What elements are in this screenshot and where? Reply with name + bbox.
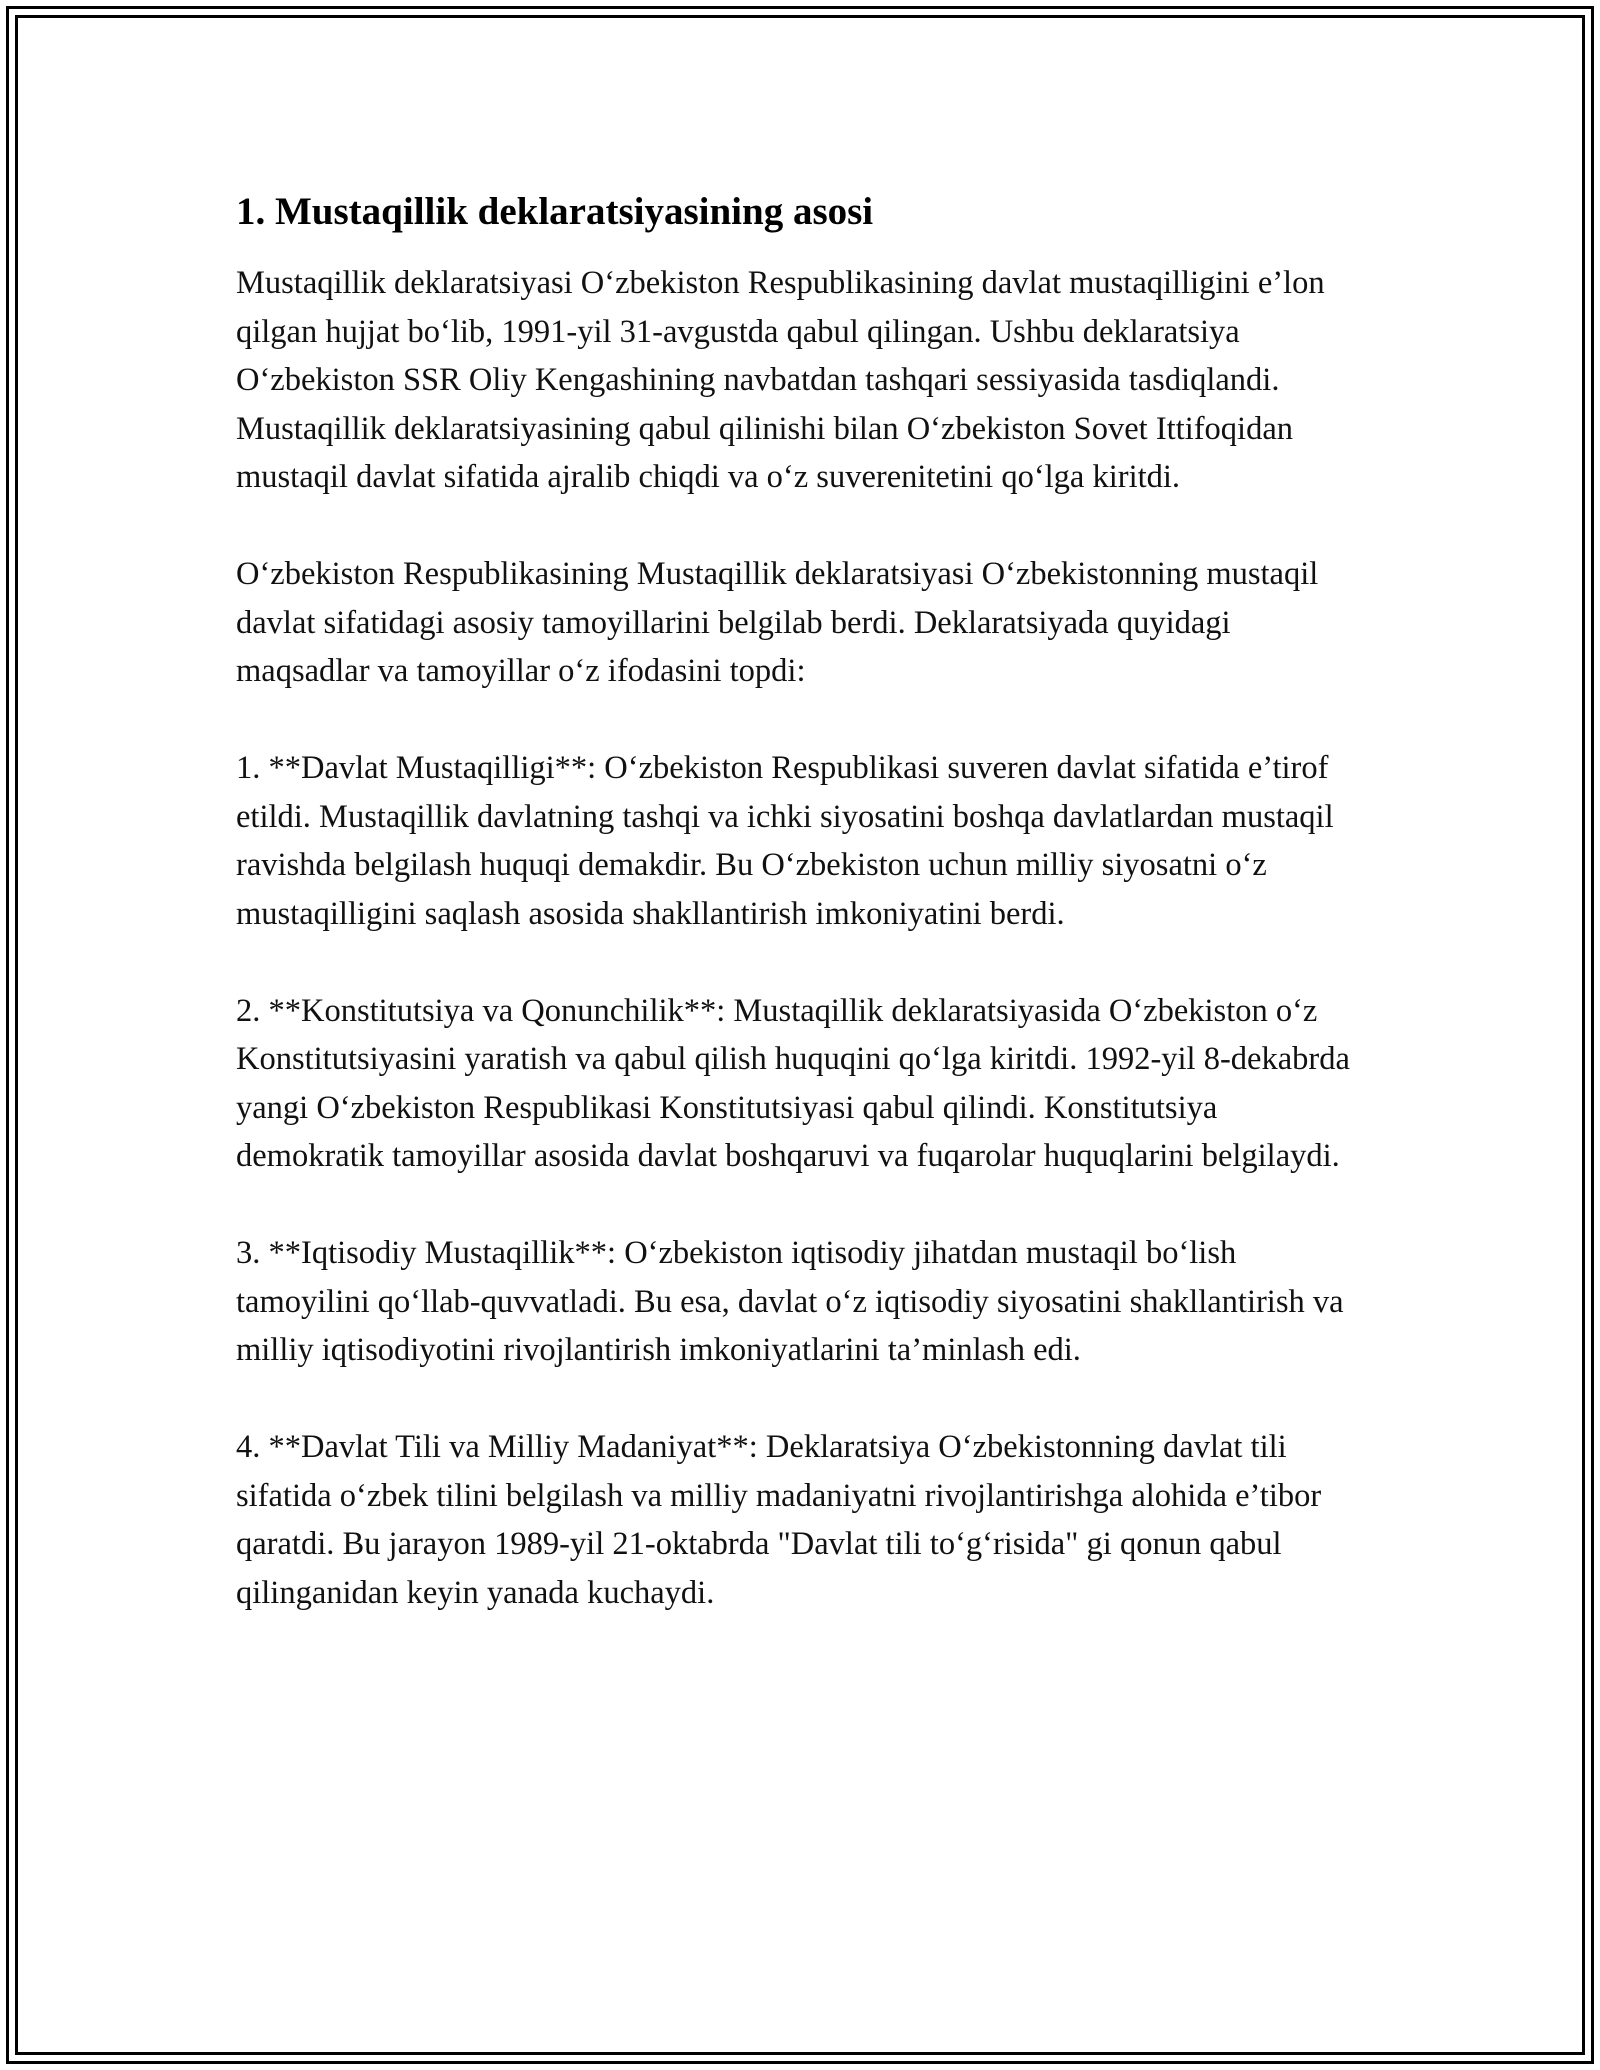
list-item-state-independence: 1. **Davlat Mustaqilligi**: O‘zbekiston Respublikasi suveren davlat sifatida e’tirof etildi. Mustaqillik davlatning tashqi va ichki siyosatini boshqa davlatlardan mustaqil ravishda belgilash huquqi demakdir. Bu O‘zbekiston uchun milliy siyosatni o‘z mustaqilligini saqlash asosida shakllantirish imkoniyatini berdi. xyxy=(236,750,1334,932)
list-item-language-culture: 4. **Davlat Tili va Milliy Madaniyat**: Deklaratsiya O‘zbekistonning davlat tili sifatida o‘zbek tilini belgilash va milliy madaniyatni rivojlantirishga alohida e’tibor qaratdi. Bu jarayon 1989-yil 21-oktabrda "Davlat tili to‘g‘risida" gi qonun qabul qilinganidan keyin yanada kuchaydi. xyxy=(236,1429,1322,1611)
document-body xyxy=(236,186,1366,1617)
section-heading: 1. Mustaqillik deklaratsiyasining asosi xyxy=(236,190,874,233)
list-item-economic-independence: 3. **Iqtisodiy Mustaqillik**: O‘zbekiston iqtisodiy jihatdan mustaqil bo‘lish tamoyilini qo‘llab-quvvatladi. Bu esa, davlat o‘z iqtisodiy siyosatini shakllantirish va milliy iqtisodiyotini rivojlantirish imkoniyatlarini ta’minlash edi. xyxy=(236,1235,1344,1368)
paragraph-intro: Mustaqillik deklaratsiyasi O‘zbekiston Respublikasining davlat mustaqilligini e’lon qilgan hujjat bo‘lib, 1991-yil 31-avgustda qabul qilingan. Ushbu deklaratsiya O‘zbekiston SSR Oliy Kengashining navbatdan tashqari sessiyasida tasdiqlandi. Mustaqillik deklaratsiyasining qabul qilinishi bilan O‘zbekiston Sovet Ittifoqidan mustaqil davlat sifatida ajralib chiqdi va o‘z suverenitetini qo‘lga kiritdi. xyxy=(236,265,1325,495)
paragraph-principles: O‘zbekiston Respublikasining Mustaqillik deklaratsiyasi O‘zbekistonning mustaqil davlat sifatidagi asosiy tamoyillarini belgilab berdi. Deklaratsiyada quyidagi maqsadlar va tamoyillar o‘z ifodasini topdi: xyxy=(236,556,1319,689)
list-item-constitution: 2. **Konstitutsiya va Qonunchilik**: Mustaqillik deklaratsiyasida O‘zbekiston o‘z Konstitutsiyasini yaratish va qabul qilish huquqini qo‘lga kiritdi. 1992-yil 8-dekabrda yangi O‘zbekiston Respublikasi Konstitutsiyasi qabul qilindi. Konstitutsiya demokratik tamoyillar asosida davlat boshqaruvi va fuqarolar huquqlarini belgilaydi. xyxy=(236,992,1350,1174)
